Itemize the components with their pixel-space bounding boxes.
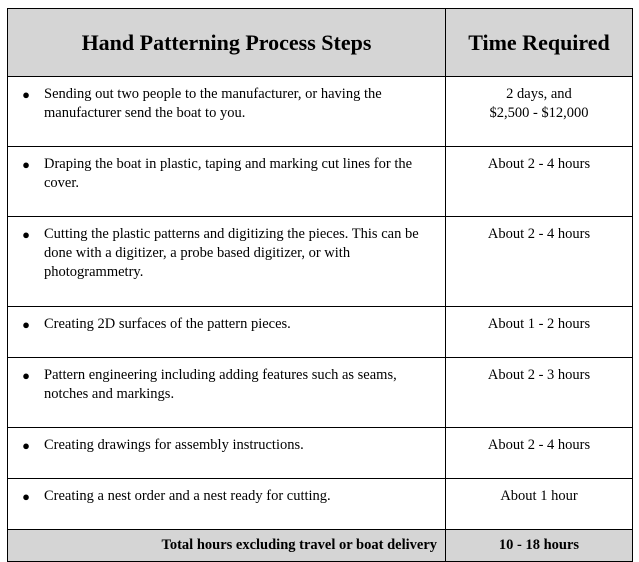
bullet-icon: ● — [22, 368, 30, 383]
bullet-icon: ● — [22, 317, 30, 332]
table-row — [8, 217, 633, 307]
step-text: Pattern engineering including adding features such as seams, notches and markings. — [44, 367, 397, 402]
table-row — [8, 147, 633, 217]
total-row — [8, 530, 633, 562]
table-row — [8, 307, 633, 358]
table-row — [8, 77, 633, 147]
bullet-icon: ● — [22, 87, 30, 102]
step-text: Creating 2D surfaces of the pattern pieces. — [44, 316, 291, 332]
table-header-row — [8, 9, 633, 77]
bullet-icon: ● — [22, 157, 30, 172]
bullet-icon: ● — [22, 438, 30, 453]
time-value: 2 days, and — [506, 86, 572, 102]
step-text: Creating a nest order and a nest ready for cutting. — [44, 488, 331, 504]
bullet-icon: ● — [22, 227, 30, 242]
total-value: 10 - 18 hours — [446, 530, 633, 562]
table-row — [8, 428, 633, 479]
time-value: About 1 - 2 hours — [487, 316, 591, 332]
table-row — [8, 479, 633, 530]
table-row — [8, 358, 633, 428]
time-value: About 2 - 4 hours — [487, 226, 591, 242]
bullet-icon: ● — [22, 489, 30, 504]
step-text: Creating drawings for assembly instructions. — [44, 437, 304, 453]
process-steps-table — [7, 8, 633, 562]
time-value: About 2 - 4 hours — [487, 156, 591, 172]
total-label: Total hours excluding travel or boat delivery — [8, 530, 446, 562]
step-text: Sending out two people to the manufacturer, or having the manufacturer send the boat to you. — [44, 86, 382, 121]
cost-value: $2,500 - $12,000 — [489, 105, 589, 121]
header-process-steps: Hand Patterning Process Steps — [8, 9, 446, 77]
step-text: Cutting the plastic patterns and digitizing the pieces. This can be done with a digitizer, a probe based digitizer, or with photogrammetry. — [44, 226, 419, 280]
header-time-required: Time Required — [446, 9, 633, 77]
step-text: Draping the boat in plastic, taping and marking cut lines for the cover. — [44, 156, 413, 191]
time-value: About 1 hour — [500, 488, 578, 504]
time-value: About 2 - 4 hours — [487, 437, 591, 453]
time-value: About 2 - 3 hours — [487, 367, 591, 383]
